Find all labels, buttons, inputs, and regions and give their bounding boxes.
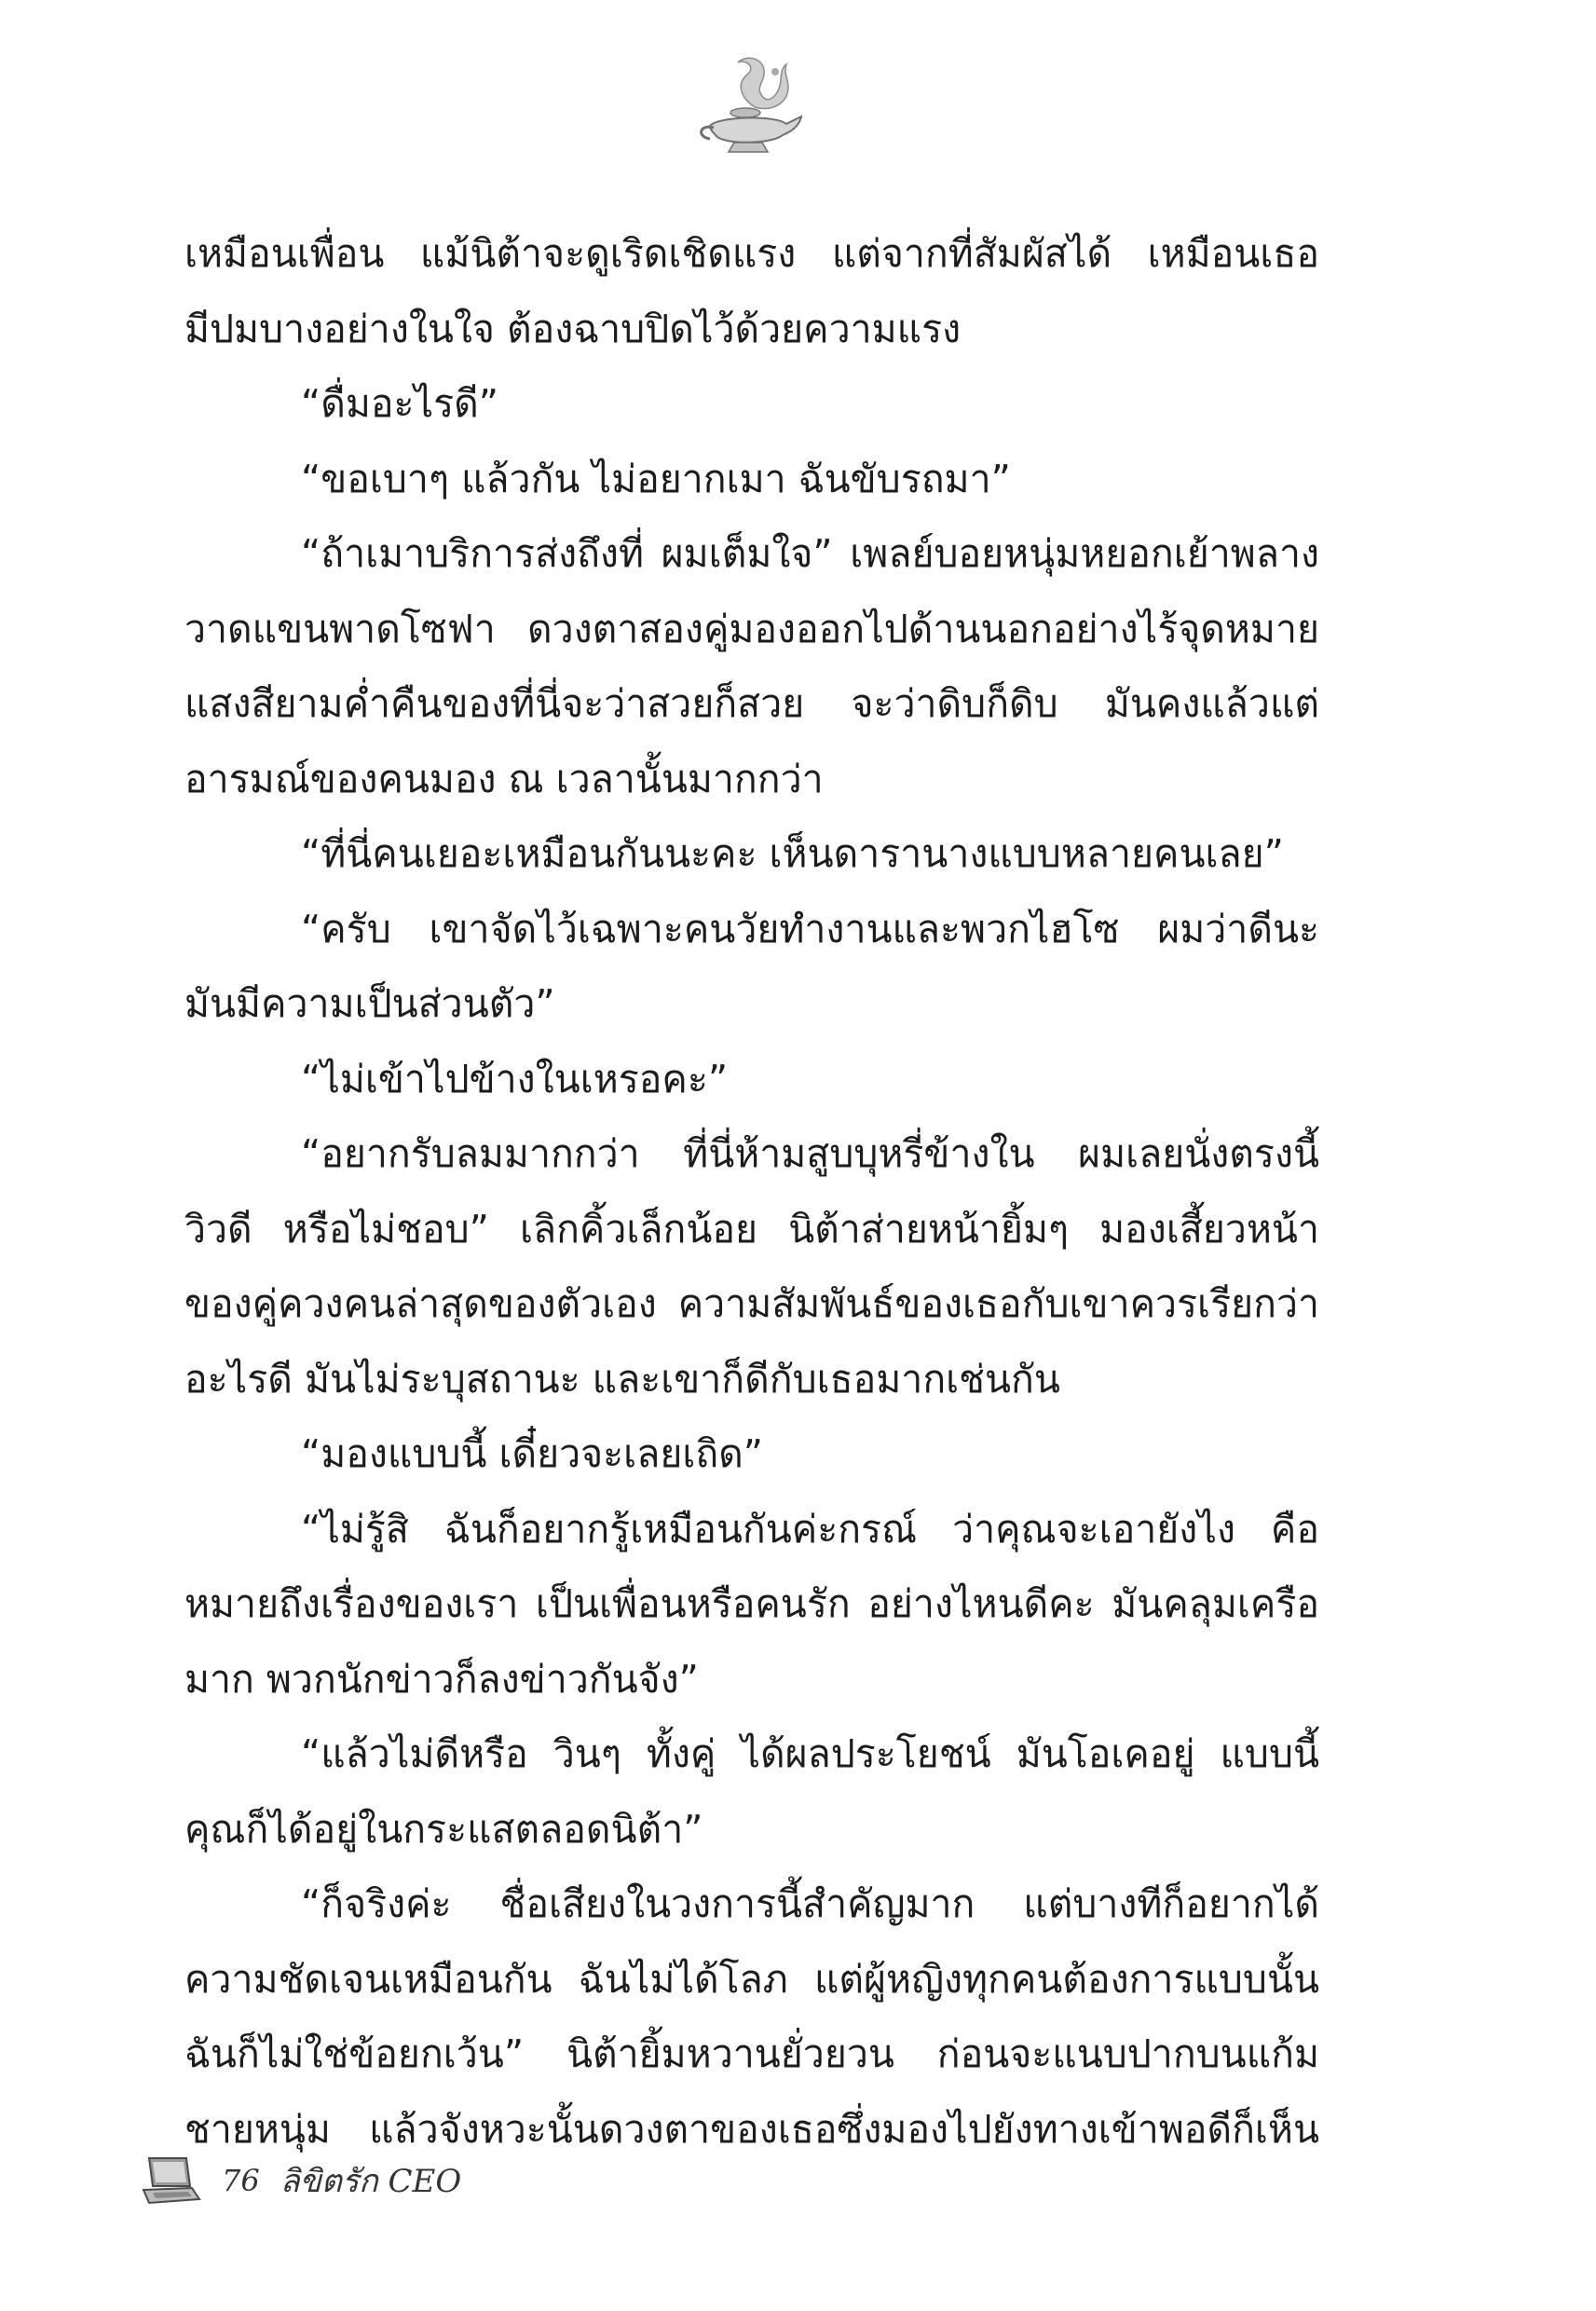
text-line: “ถ้าเมาบริการส่งถึงที่ ผมเต็มใจ” เพลย์บอยหนุ่มหยอกเย้าพลาง	[301, 531, 1319, 576]
text-line: ชายหนุ่ม แล้วจังหวะนั้นดวงตาของเธอซึ่งมองไปยังทางเข้าพอดีก็เห็น	[184, 2106, 1319, 2152]
text-line: “อยากรับลมมากกว่า ที่นี่ห้ามสูบบุหรี่ข้างใน ผมเลยนั่งตรงนี้	[301, 1131, 1319, 1176]
text-line: “ครับ เขาจัดไว้เฉพาะคนวัยทำงานและพวกไฮโซ ผมว่าดีนะ	[301, 906, 1319, 951]
laptop-icon	[140, 2154, 201, 2207]
text-line: “ไม่รู้สิ ฉันก็อยากรู้เหมือนกันค่ะกรณ์ ว่าคุณจะเอายังไง คือ	[301, 1506, 1319, 1552]
text-line: ฉันก็ไม่ใช่ข้อยกเว้น” นิต้ายิ้มหวานยั่วยวน ก่อนจะแนบปากบนแก้ม	[184, 2031, 1319, 2076]
text-line: ของคู่ควงคนล่าสุดของตัวเอง ความสัมพันธ์ของเธอกับเขาควรเรียกว่า	[184, 1281, 1319, 1326]
text-line: “แล้วไม่ดีหรือ วินๆ ทั้งคู่ ได้ผลประโยชน์ มันโอเคอยู่ แบบนี้	[301, 1731, 1319, 1776]
text-line: หมายถึงเรื่องของเรา เป็นเพื่อนหรือคนรัก อย่างไหนดีคะ มันคลุมเครือ	[184, 1581, 1319, 1626]
text-line: “ไม่เข้าไปข้างในเหรอคะ”	[301, 1056, 729, 1101]
text-line: วิวดี หรือไม่ชอบ” เลิกคิ้วเล็กน้อย นิต้าส่ายหน้ายิ้มๆ มองเสี้ยวหน้า	[184, 1206, 1319, 1251]
text-line: เหมือนเพื่อน แม้นิต้าจะดูเริดเชิดแรง แต่จากที่สัมผัสได้ เหมือนเธอ	[184, 231, 1319, 276]
text-line: “มองแบบนี้ เดี๋ยวจะเลยเถิด”	[301, 1431, 764, 1476]
text-line: “ดื่มอะไรดี”	[301, 381, 499, 426]
page-footer	[140, 2153, 461, 2208]
text-line: “ที่นี่คนเยอะเหมือนกันนะคะ เห็นดารานางแบบหลายคนเลย”	[301, 831, 1284, 876]
page-number: 76	[222, 2163, 260, 2198]
text-line: “ขอเบาๆ แล้วกัน ไม่อยากเมา ฉันขับรถมา”	[301, 456, 1011, 501]
book-title: ลิขิตรัก CEO	[280, 2163, 462, 2200]
text-line: อะไรดี มันไม่ระบุสถานะ และเขาก็ดีกับเธอมากเช่นกัน	[184, 1356, 1060, 1402]
text-line: “ก็จริงค่ะ ชื่อเสียงในวงการนี้สำคัญมาก แต่บางทีก็อยากได้	[301, 1881, 1319, 1926]
text-line: มีปมบางอย่างในใจ ต้องฉาบปิดไว้ด้วยความแรง	[184, 306, 962, 351]
text-line: คุณก็ได้อยู่ในกระแสตลอดนิต้า”	[184, 1806, 703, 1852]
magic-lamp-ornament-icon	[689, 51, 811, 163]
text-line: แสงสียามค่ำคืนของที่นี่จะว่าสวยก็สวย จะว่าดิบก็ดิบ มันคงแล้วแต่	[184, 681, 1319, 726]
text-line: อารมณ์ของคนมอง ณ เวลานั้นมากกว่า	[184, 756, 824, 801]
text-line: มาก พวกนักข่าวก็ลงข่าวกันจัง”	[184, 1656, 699, 1702]
text-line: วาดแขนพาดโซฟา ดวงตาสองคู่มองออกไปด้านนอกอย่างไร้จุดหมาย	[184, 606, 1319, 651]
text-line: ความชัดเจนเหมือนกัน ฉันไม่ได้โลภ แต่ผู้หญิงทุกคนต้องการแบบนั้น	[184, 1956, 1319, 2002]
text-line: มันมีความเป็นส่วนตัว”	[184, 981, 555, 1026]
body-text	[184, 216, 1319, 2167]
